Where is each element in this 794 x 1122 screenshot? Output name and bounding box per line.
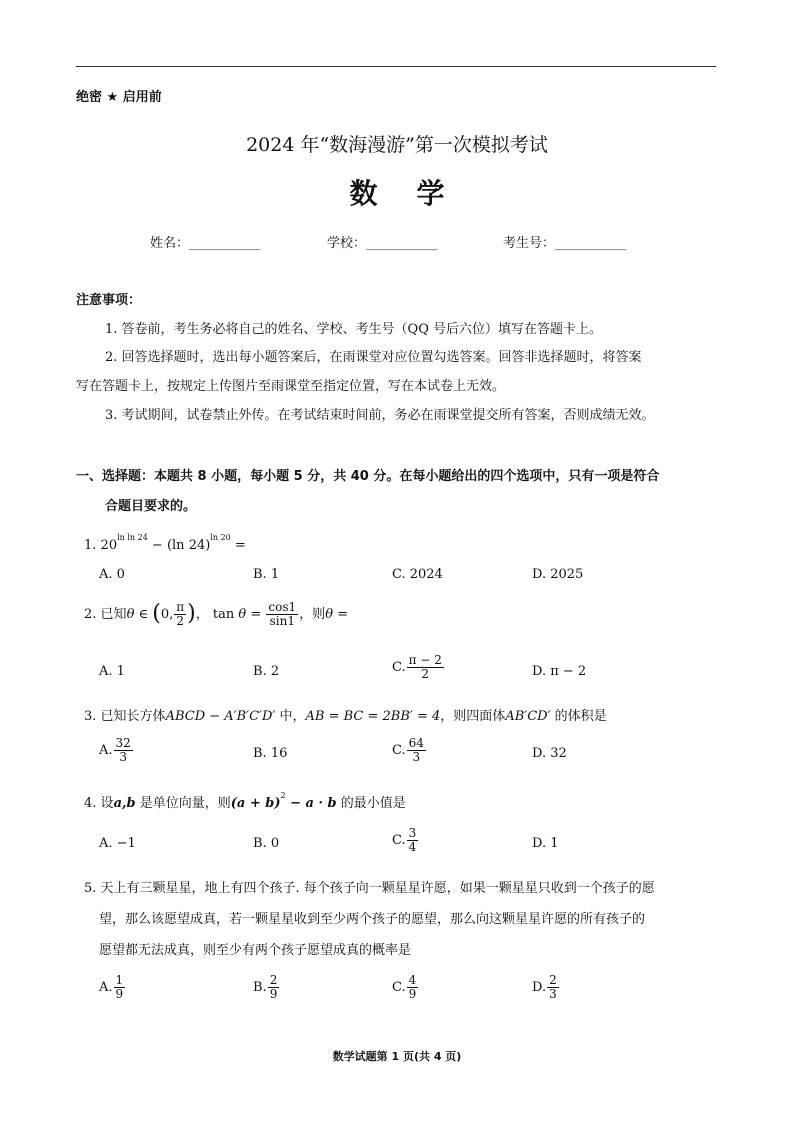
q5-option-c-den: 9 bbox=[408, 987, 417, 1001]
q5-option-b-prefix: B. bbox=[253, 980, 267, 995]
q5-option-d-prefix: D. bbox=[532, 980, 547, 995]
q3-text-1: 已知长方体 bbox=[100, 709, 166, 724]
q2-tan: tan bbox=[212, 607, 235, 622]
q2-option-c-frac bbox=[407, 654, 444, 681]
name-field[interactable]: 姓名：___________ bbox=[150, 236, 261, 251]
q2-option-c-num: π − 2 bbox=[408, 653, 442, 667]
q5-option-d-num: 2 bbox=[549, 973, 557, 987]
q2-option-a[interactable]: A. 1 bbox=[99, 664, 125, 679]
q5-option-c-prefix: C. bbox=[392, 980, 406, 995]
q3-tetrahedron: AB′CD′ bbox=[505, 709, 551, 724]
q2-sin1: sin1 bbox=[269, 614, 295, 628]
q4-expr-left: (a + b) bbox=[230, 796, 281, 811]
q2-theta: θ bbox=[126, 607, 135, 622]
q1-exponent-2: ln 20 bbox=[210, 533, 231, 542]
q3-text-2: 中， bbox=[275, 709, 306, 724]
q3-number: 3. bbox=[84, 709, 97, 724]
q1-option-b[interactable]: B. 1 bbox=[253, 567, 280, 582]
q1-minus: − bbox=[147, 538, 167, 553]
q2-number: 2. bbox=[84, 607, 97, 622]
q2-then: ，则 bbox=[299, 607, 326, 622]
q2-cos1: cos1 bbox=[268, 600, 297, 614]
q4-number: 4. bbox=[84, 796, 97, 811]
note-3: 3. 考试期间，试卷禁止外传。在考试结束时间前，务必在雨课堂提交所有答案，否则成绩无效。 bbox=[105, 408, 655, 423]
q4-option-b[interactable]: B. 0 bbox=[253, 836, 280, 851]
q1-option-a[interactable]: A. 0 bbox=[99, 567, 125, 582]
note-1: 1. 答卷前，考生务必将自己的姓名、学校、考生号（QQ 号后六位）填写在答题卡上。 bbox=[105, 322, 602, 337]
q3-option-c-prefix: C. bbox=[392, 743, 406, 758]
q2-interval-start: 0, bbox=[160, 607, 174, 622]
q5-option-d-frac bbox=[547, 974, 559, 1001]
subject-title: 数 学 bbox=[349, 177, 445, 210]
q2-paren-right: ) bbox=[187, 601, 196, 626]
q4-vectors: a,b bbox=[113, 796, 136, 811]
q3-option-a-num: 32 bbox=[115, 736, 131, 750]
q2-option-d[interactable]: D. π − 2 bbox=[532, 664, 587, 679]
q4-text-1: 设 bbox=[100, 796, 114, 811]
note-2-line2: 写在答题卡上，按规定上传图片至雨课堂至指定位置，写在本试卷上无效。 bbox=[76, 379, 506, 394]
q2-comma: ， bbox=[195, 607, 209, 622]
q4-option-c-prefix: C. bbox=[392, 833, 406, 848]
q2-option-b[interactable]: B. 2 bbox=[253, 664, 280, 679]
q4-option-d[interactable]: D. 1 bbox=[532, 836, 559, 851]
q5-option-a-den: 9 bbox=[115, 987, 124, 1001]
q3-option-c-num: 64 bbox=[408, 736, 424, 750]
q2-equals-2: = bbox=[333, 607, 349, 622]
q1-equals: = bbox=[230, 538, 246, 553]
question-1 bbox=[84, 533, 246, 553]
q5-option-b-frac bbox=[268, 974, 280, 1001]
q5-option-b[interactable] bbox=[253, 974, 280, 1001]
school-field[interactable]: 学校：___________ bbox=[327, 236, 438, 251]
q4-option-c-frac bbox=[407, 827, 419, 854]
q5-option-d-den: 3 bbox=[549, 987, 557, 1001]
section-1-heading: 一、选择题：本题共 8 小题，每小题 5 分，共 40 分。在每小题给出的四个选项中，只有一项是符合 bbox=[76, 469, 660, 484]
q2-equals: = bbox=[246, 607, 266, 622]
q3-option-c-frac bbox=[407, 737, 426, 764]
question-3 bbox=[84, 705, 607, 724]
q2-option-c[interactable] bbox=[392, 654, 445, 681]
q1-base: 20 bbox=[100, 538, 118, 553]
q3-option-a[interactable] bbox=[99, 737, 134, 764]
q3-option-a-den: 3 bbox=[119, 750, 127, 764]
exam-title: 2024 年“数海漫游”第一次模拟考试 bbox=[246, 134, 548, 156]
q3-text-4: 的体积是 bbox=[550, 709, 607, 724]
q1-exponent-1: ln ln 24 bbox=[117, 533, 148, 542]
q2-pi: π bbox=[176, 600, 185, 614]
q4-option-c[interactable] bbox=[392, 827, 419, 854]
q3-option-c[interactable] bbox=[392, 737, 427, 764]
question-5-line2: 望，那么该愿望成真，若一颗星星收到至少两个孩子的愿望，那么向这颗星星许愿的所有孩子的 bbox=[99, 912, 646, 927]
question-4 bbox=[84, 791, 406, 811]
header-rule bbox=[76, 66, 716, 67]
q1-number: 1. bbox=[84, 538, 97, 553]
q3-option-d[interactable]: D. 32 bbox=[532, 746, 567, 761]
q3-option-b[interactable]: B. 16 bbox=[253, 746, 288, 761]
q2-theta-tan: θ bbox=[238, 607, 247, 622]
q5-option-a-num: 1 bbox=[115, 973, 124, 987]
q3-option-a-prefix: A. bbox=[99, 743, 113, 758]
note-2-line1: 2. 回答选择题时，选出每小题答案后，在雨课堂对应位置勾选答案。回答非选择题时，将答案 bbox=[105, 350, 642, 365]
q5-option-a[interactable] bbox=[99, 974, 126, 1001]
q4-text-3: 的最小值是 bbox=[336, 796, 406, 811]
q5-option-c-num: 4 bbox=[408, 973, 417, 987]
q2-pi-over-2 bbox=[174, 601, 186, 628]
q2-paren-left: ( bbox=[152, 601, 161, 626]
q3-option-a-frac bbox=[114, 737, 133, 764]
q1-paren: (ln 24) bbox=[166, 538, 211, 553]
student-id-field[interactable]: 考生号：___________ bbox=[503, 236, 627, 251]
q5-option-a-frac bbox=[114, 974, 126, 1001]
q3-text-3: ，则四面体 bbox=[440, 709, 506, 724]
q1-option-d[interactable]: D. 2025 bbox=[532, 567, 584, 582]
q5-option-c-frac bbox=[407, 974, 419, 1001]
q4-option-c-den: 4 bbox=[408, 840, 417, 854]
q4-option-c-num: 3 bbox=[408, 826, 417, 840]
q2-in: ∈ bbox=[134, 607, 153, 622]
secret-label: 绝密 ★ 启用前 bbox=[76, 90, 162, 105]
q2-cos-over-sin bbox=[266, 601, 298, 628]
notes-heading: 注意事项： bbox=[76, 293, 142, 308]
q2-option-c-den: 2 bbox=[421, 667, 430, 681]
q3-option-c-den: 3 bbox=[412, 750, 421, 764]
question-5-line1: 5. 天上有三颗星星，地上有四个孩子. 每个孩子向一颗星星许愿，如果一颗星星只收到一个孩子的愿 bbox=[84, 881, 655, 896]
q3-solid: ABCD − A′B′C′D′ bbox=[165, 709, 276, 724]
section-1-heading-cont: 合题目要求的。 bbox=[105, 499, 197, 514]
q2-text: 已知 bbox=[100, 607, 127, 622]
q2-theta-result: θ bbox=[325, 607, 334, 622]
q5-option-b-num: 2 bbox=[269, 973, 278, 987]
q2-option-c-prefix: C. bbox=[392, 660, 406, 675]
q4-text-2: 是单位向量，则 bbox=[135, 796, 231, 811]
page-footer: 数学试题第 1 页(共 4 页) bbox=[332, 1050, 462, 1063]
q5-option-d[interactable] bbox=[532, 974, 560, 1001]
q4-option-a[interactable]: A. −1 bbox=[99, 836, 136, 851]
q1-option-c[interactable]: C. 2024 bbox=[392, 567, 443, 582]
q4-expr-right: − a · b bbox=[285, 796, 337, 811]
q4-square: 2 bbox=[280, 791, 286, 800]
q5-option-a-prefix: A. bbox=[99, 980, 113, 995]
q5-option-b-den: 9 bbox=[269, 987, 278, 1001]
q2-two: 2 bbox=[176, 614, 185, 628]
q5-option-c[interactable] bbox=[392, 974, 419, 1001]
question-2 bbox=[84, 601, 348, 628]
question-5-line3: 愿望都无法成真，则至少有两个孩子愿望成真的概率是 bbox=[99, 943, 412, 958]
q3-condition: AB = BC = 2BB′ = 4 bbox=[305, 709, 441, 724]
